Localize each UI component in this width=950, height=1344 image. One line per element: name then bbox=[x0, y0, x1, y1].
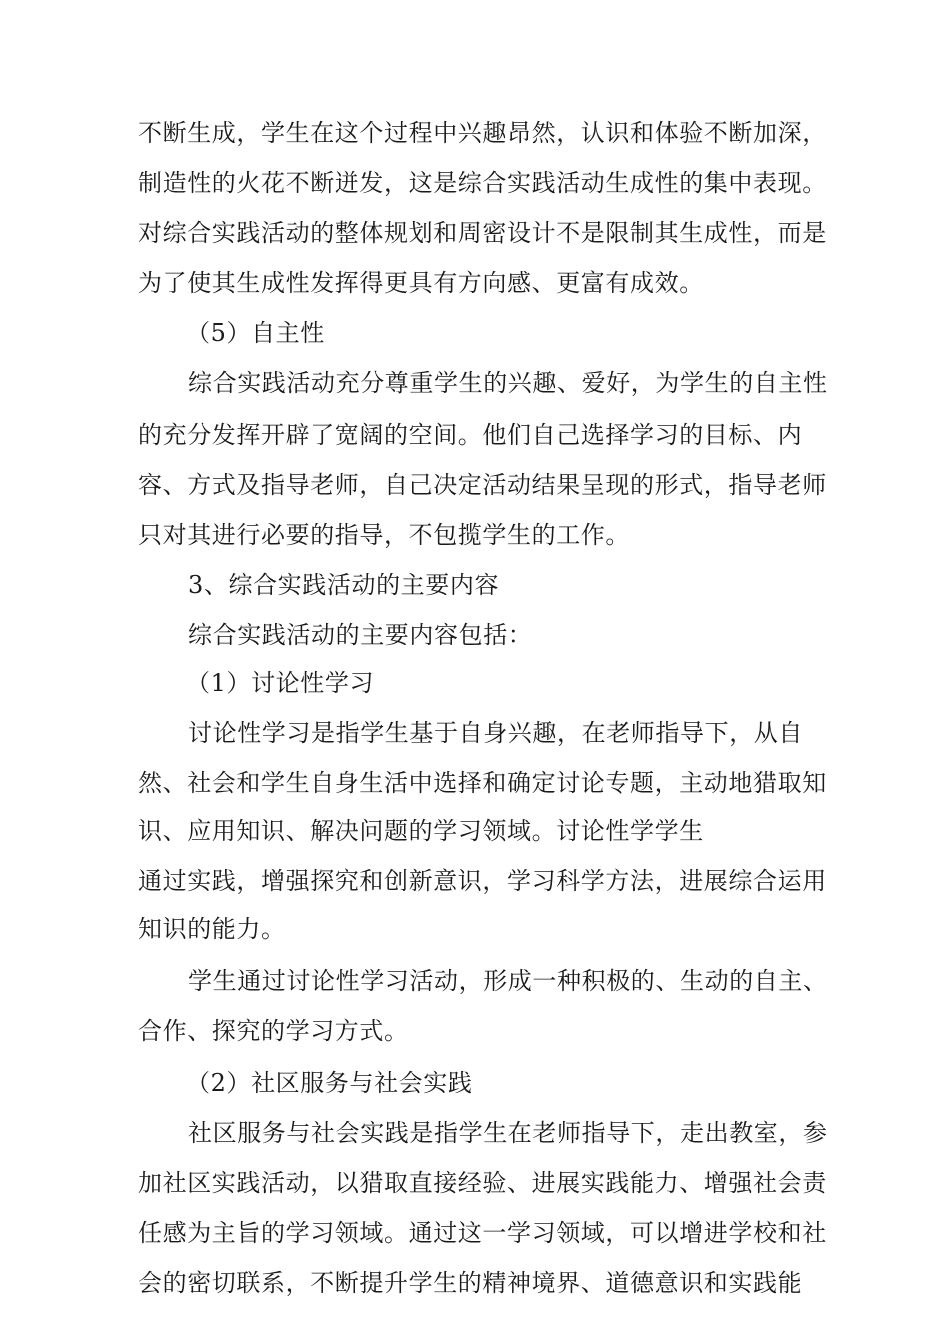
text-line: 不断生成，学生在这个过程中兴趣昂然，认识和体验不断加深， bbox=[138, 119, 827, 147]
text-line: 为了使其生成性发挥得更具有方向感、更富有成效。 bbox=[138, 269, 704, 297]
section-heading: （5）自主性 bbox=[186, 319, 325, 347]
text-line: 综合实践活动充分尊重学生的兴趣、爱好，为学生的自主性 bbox=[188, 369, 828, 397]
text-line: 容、方式及指导老师，自己决定活动结果呈现的形式，指导老师 bbox=[138, 471, 827, 499]
text-line: 知识的能力。 bbox=[138, 915, 286, 943]
text-line: 合作、探究的学习方式。 bbox=[138, 1017, 409, 1045]
text-line: 学生通过讨论性学习活动，形成一种积极的、生动的自主、 bbox=[188, 967, 828, 995]
text-line: 会的密切联系，不断提升学生的精神境界、道德意识和实践能 bbox=[138, 1269, 803, 1297]
text-line: 对综合实践活动的整体规划和周密设计不是限制其生成性，而是 bbox=[138, 219, 827, 247]
section-heading: 3、综合实践活动的主要内容 bbox=[188, 571, 500, 599]
section-heading: （2）社区服务与社会实践 bbox=[186, 1069, 473, 1097]
text-line: 讨论性学习是指学生基于自身兴趣，在老师指导下，从自 bbox=[188, 719, 803, 747]
text-line: 加社区实践活动，以猎取直接经验、进展实践能力、增强社会责 bbox=[138, 1169, 827, 1197]
text-line: 识、应用知识、解决问题的学习领域。讨论性学学生 bbox=[138, 817, 704, 845]
section-heading: （1）讨论性学习 bbox=[186, 669, 375, 697]
text-line: 然、社会和学生自身生活中选择和确定讨论专题，主动地猎取知 bbox=[138, 769, 827, 797]
text-line: 制造性的火花不断迸发，这是综合实践活动生成性的集中表现。 bbox=[138, 169, 827, 197]
text-line: 只对其进行必要的指导，不包揽学生的工作。 bbox=[138, 521, 630, 549]
text-line: 的充分发挥开辟了宽阔的空间。他们自己选择学习的目标、内 bbox=[138, 421, 803, 449]
text-line: 社区服务与社会实践是指学生在老师指导下，走出教室，参 bbox=[188, 1119, 828, 1147]
text-line: 通过实践，增强探究和创新意识，学习科学方法，进展综合运用 bbox=[138, 867, 827, 895]
text-line: 综合实践活动的主要内容包括： bbox=[188, 621, 533, 649]
text-line: 任感为主旨的学习领域。通过这一学习领域，可以增进学校和社 bbox=[138, 1219, 827, 1247]
